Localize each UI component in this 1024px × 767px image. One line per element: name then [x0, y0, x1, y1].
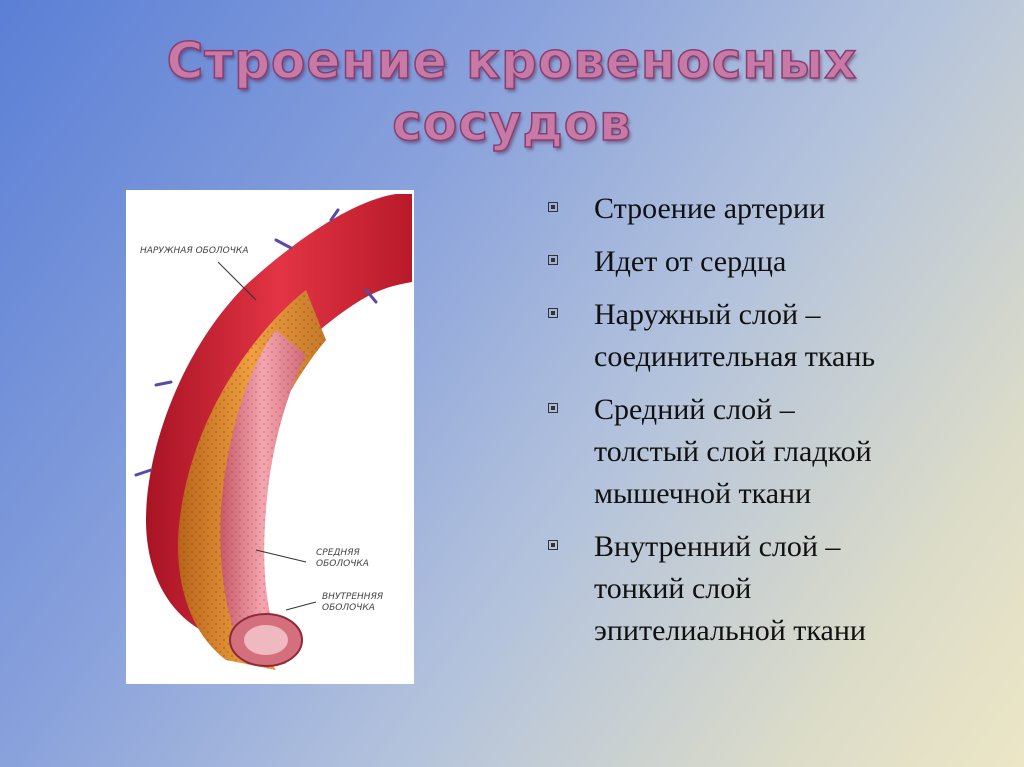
bullet-item [548, 294, 988, 378]
title-line-1: Строение кровеносных [166, 32, 858, 90]
bullet-text-line: соединительная ткань [594, 340, 876, 373]
bullet-text-line: толстый слой гладкой [594, 435, 872, 468]
square-bullet-icon [548, 255, 558, 265]
bullet-item [548, 389, 988, 515]
square-bullet-icon [548, 403, 558, 413]
artery-illustration [126, 190, 414, 684]
bullet-item [548, 188, 988, 230]
slide-title [0, 30, 1024, 154]
bullet-text-line: эпителиальной ткани [594, 614, 866, 647]
square-bullet-icon [548, 308, 558, 318]
label-middle-coat: СРЕДНЯЯ ОБОЛОЧКА [316, 548, 369, 569]
bullet-text-line: Строение артерии [594, 192, 826, 225]
square-bullet-icon [548, 540, 558, 550]
bullet-text-line: мышечной ткани [594, 477, 812, 510]
bullet-item [548, 241, 988, 283]
label-inner-coat: ВНУТРЕННЯЯ ОБОЛОЧКА [322, 592, 384, 613]
square-bullet-icon [548, 202, 558, 212]
bullet-text-line: Внутренний слой – [594, 530, 841, 563]
bullet-text-line: Идет от сердца [594, 245, 787, 278]
bullet-list [548, 188, 988, 663]
bullet-item [548, 526, 988, 652]
title-line-2: сосудов [392, 94, 632, 152]
bullet-text-line: Наружный слой – [594, 298, 821, 331]
bullet-text-line: тонкий слой [594, 572, 752, 605]
label-outer-coat: НАРУЖНАЯ ОБОЛОЧКА [140, 246, 249, 256]
bullet-text-line: Средний слой – [594, 393, 795, 426]
